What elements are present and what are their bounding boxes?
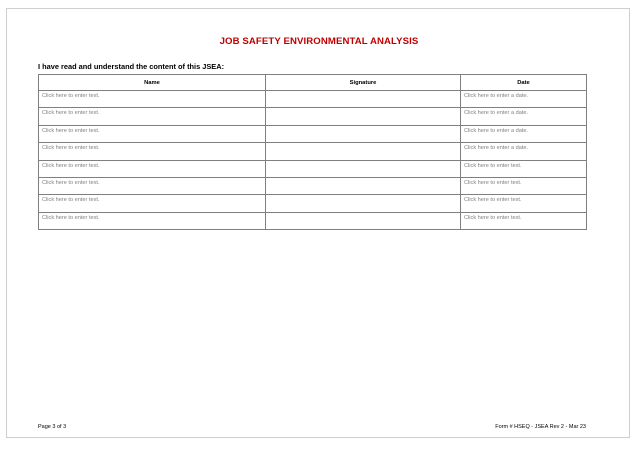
- name-field[interactable]: Click here to enter text.: [39, 177, 266, 194]
- form-reference: Form # HSEQ - JSEA Rev 2 - Mar 23: [495, 424, 586, 430]
- table-row: [39, 195, 587, 212]
- table-row: [39, 212, 587, 229]
- document-title: JOB SAFETY ENVIRONMENTAL ANALYSIS: [219, 36, 419, 47]
- signature-field[interactable]: [266, 91, 461, 108]
- signature-table: [38, 74, 587, 230]
- signature-column-header: Signature: [266, 75, 461, 91]
- signature-field[interactable]: [266, 143, 461, 160]
- date-field[interactable]: Click here to enter text.: [461, 212, 587, 229]
- date-field[interactable]: Click here to enter text.: [461, 160, 587, 177]
- signature-field[interactable]: [266, 195, 461, 212]
- page-number: Page 3 of 3: [38, 424, 67, 430]
- date-field[interactable]: Click here to enter text.: [461, 177, 587, 194]
- name-field[interactable]: Click here to enter text.: [39, 212, 266, 229]
- signature-field[interactable]: [266, 160, 461, 177]
- table-row: [39, 143, 587, 160]
- table-row: [39, 91, 587, 108]
- name-field[interactable]: Click here to enter text.: [39, 125, 266, 142]
- table-row: [39, 108, 587, 125]
- date-field[interactable]: Click here to enter a date.: [461, 108, 587, 125]
- date-field[interactable]: Click here to enter text.: [461, 195, 587, 212]
- date-column-header: Date: [461, 75, 587, 91]
- table-row: [39, 160, 587, 177]
- name-field[interactable]: Click here to enter text.: [39, 143, 266, 160]
- table-row: [39, 125, 587, 142]
- table-row: [39, 177, 587, 194]
- name-field[interactable]: Click here to enter text.: [39, 108, 266, 125]
- date-field[interactable]: Click here to enter a date.: [461, 143, 587, 160]
- name-column-header: Name: [39, 75, 266, 91]
- name-field[interactable]: Click here to enter text.: [39, 195, 266, 212]
- acknowledgement-statement: I have read and understand the content of this JSEA:: [38, 62, 225, 71]
- signature-field[interactable]: [266, 108, 461, 125]
- name-field[interactable]: Click here to enter text.: [39, 160, 266, 177]
- signature-field[interactable]: [266, 125, 461, 142]
- table-header-row: [39, 75, 587, 91]
- date-field[interactable]: Click here to enter a date.: [461, 91, 587, 108]
- signature-field[interactable]: [266, 212, 461, 229]
- date-field[interactable]: Click here to enter a date.: [461, 125, 587, 142]
- signature-field[interactable]: [266, 177, 461, 194]
- name-field[interactable]: Click here to enter text.: [39, 91, 266, 108]
